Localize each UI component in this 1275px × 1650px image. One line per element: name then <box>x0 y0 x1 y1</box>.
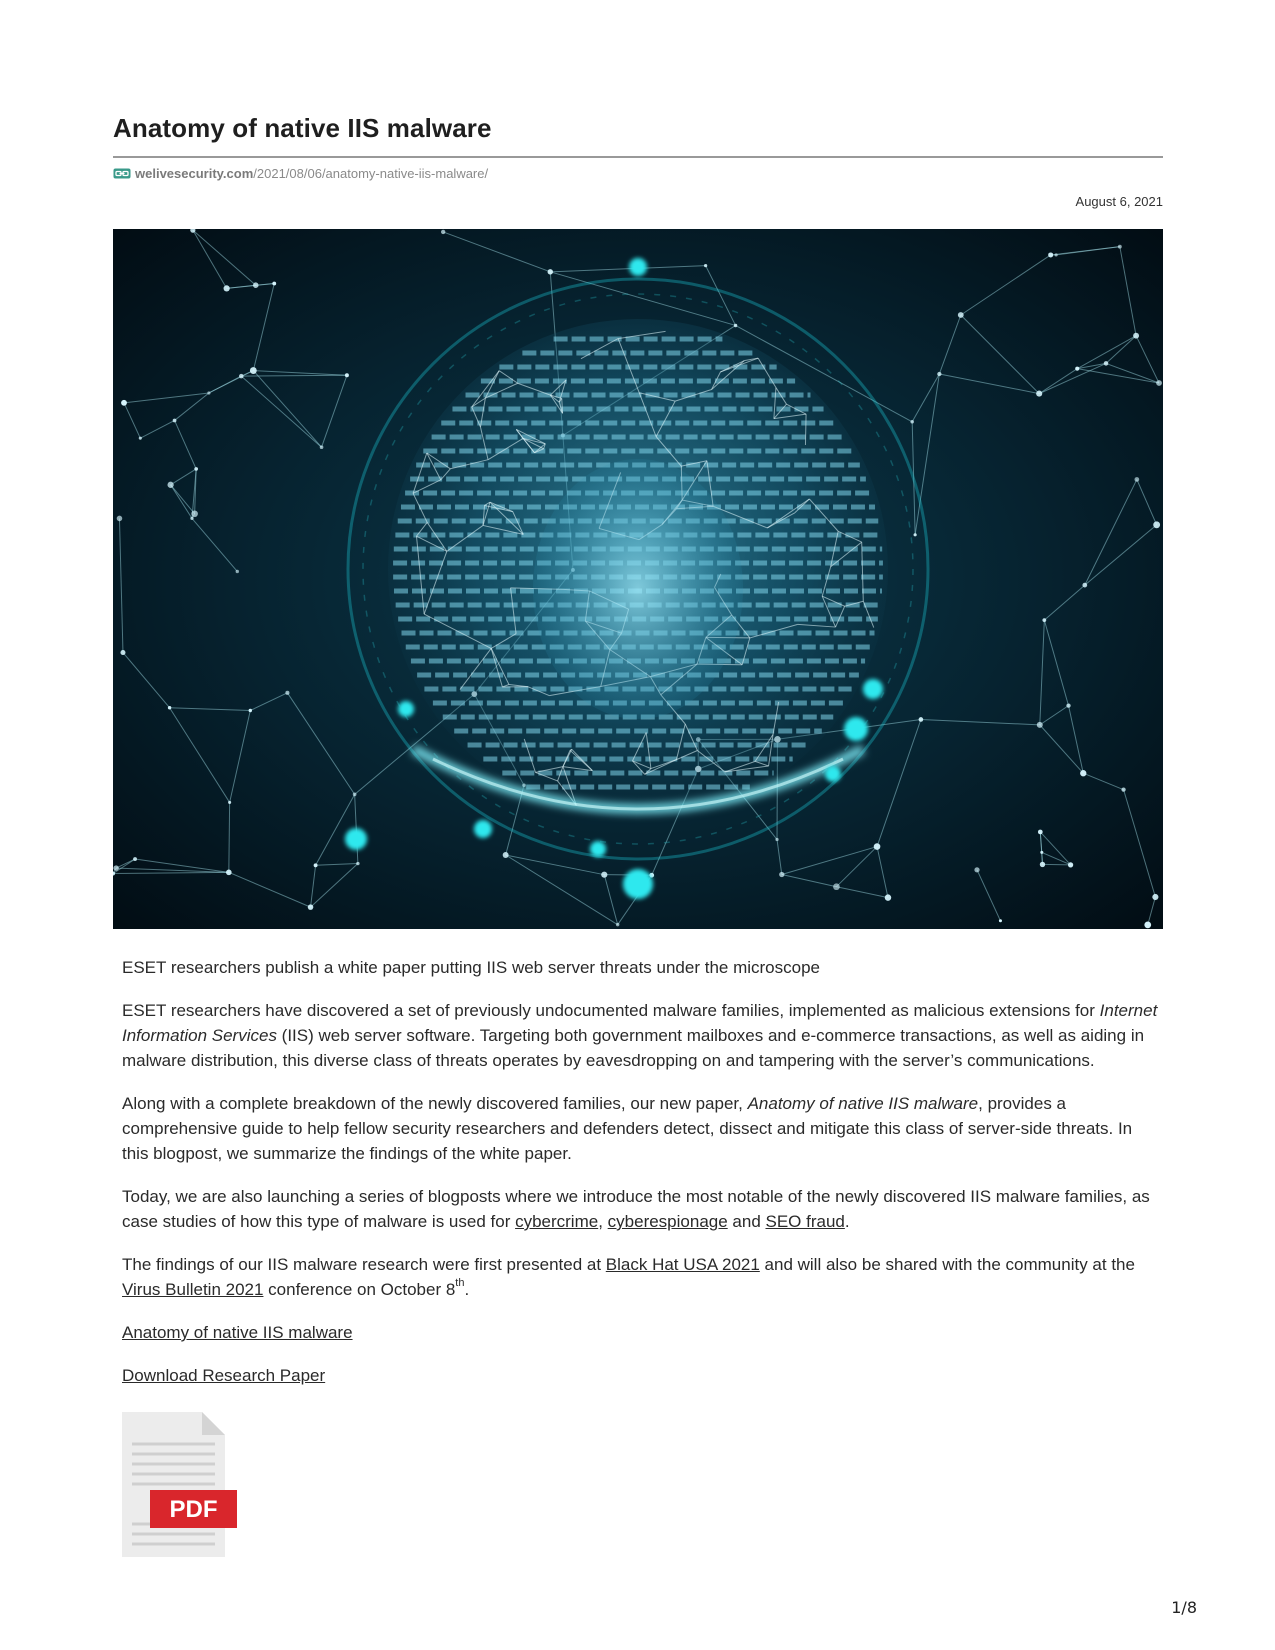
pdf-document-icon[interactable] <box>122 1412 237 1557</box>
link-virus-bulletin[interactable]: Virus Bulletin 2021 <box>122 1280 264 1299</box>
network-node <box>914 533 917 536</box>
article-body <box>122 955 1162 1406</box>
network-node <box>734 324 737 327</box>
mesh-line <box>805 414 806 445</box>
network-node <box>1055 253 1058 256</box>
network-node <box>1038 830 1043 835</box>
emphasis-iis: Internet Information Services <box>122 1001 1158 1045</box>
network-node <box>833 883 840 890</box>
network-node <box>272 282 276 286</box>
network-node <box>779 872 784 877</box>
network-node <box>1040 851 1043 854</box>
network-node <box>113 865 118 870</box>
network-node <box>353 793 357 797</box>
link-icon <box>113 168 131 179</box>
network-node <box>1121 788 1125 792</box>
article-title: Anatomy of native IIS malware <box>113 113 492 143</box>
network-node <box>1042 618 1046 622</box>
network-node <box>1048 252 1053 257</box>
pdf-label: PDF <box>169 1496 218 1523</box>
title-divider <box>113 156 1163 158</box>
link-cyberespionage[interactable]: cyberespionage <box>607 1212 728 1231</box>
glow-dot <box>474 820 492 838</box>
network-node <box>958 312 964 318</box>
network-node <box>919 717 924 722</box>
paragraph-series: Today, we are also launching a series of blogposts where we introduce the most notable of the newly discovered IIS malware families, as case studies of how this type of malware is used for cybercrime, cyberespionage and SEO fraud. <box>122 1187 1150 1231</box>
network-node <box>974 867 979 872</box>
glow-dot <box>629 258 647 276</box>
network-node <box>173 419 177 423</box>
network-node <box>1104 361 1109 366</box>
paragraph-findings: The findings of our IIS malware research were first presented at Black Hat USA 2021 and will also be shared with the community at the Virus Bulletin 2021 conference on October 8th. <box>122 1255 1135 1299</box>
network-node <box>226 870 232 876</box>
network-node <box>249 709 252 712</box>
publish-date: August 6, 2021 <box>1075 194 1163 209</box>
network-node <box>1156 380 1162 386</box>
network-node <box>117 516 123 522</box>
network-node <box>320 445 324 449</box>
network-node <box>120 650 125 655</box>
network-node <box>874 843 881 850</box>
network-node <box>616 923 619 926</box>
network-node <box>133 857 137 861</box>
network-node <box>1040 862 1045 867</box>
network-node <box>1144 922 1151 929</box>
network-node <box>224 285 230 291</box>
network-node <box>548 269 553 274</box>
link-black-hat[interactable]: Black Hat USA 2021 <box>605 1255 760 1274</box>
network-node <box>1036 391 1042 397</box>
network-node <box>1082 583 1087 588</box>
link-cybercrime[interactable]: cybercrime <box>515 1212 599 1231</box>
network-node <box>1118 245 1122 249</box>
network-node <box>1152 894 1158 900</box>
intro-paragraph: ESET researchers publish a white paper putting IIS web server threats under the microscope <box>122 958 820 977</box>
paragraph-discovery: ESET researchers have discovered a set of previously undocumented malware families, implemented as malicious extensions for Internet Information Services (IIS) web server software. Targeting both government mailboxes and e-commerce transactions, as well as aiding in malware distribution, this diverse class of threats operates by eavesdropping on and tampering with the server’s communications. <box>122 1001 1158 1070</box>
network-node <box>190 517 193 520</box>
emphasis-paper-title: Anatomy of native IIS malware <box>747 1094 979 1113</box>
page-number: 1/8 <box>1171 1598 1197 1617</box>
glow-dot <box>863 679 883 699</box>
network-node <box>441 230 445 234</box>
network-node <box>239 374 244 379</box>
network-node <box>236 570 239 573</box>
network-node <box>1066 703 1070 707</box>
network-node <box>910 420 914 424</box>
download-link-paragraph <box>122 1363 1162 1388</box>
network-node <box>167 482 173 488</box>
source-domain[interactable]: welivesecurity.com <box>135 166 254 181</box>
network-node <box>121 400 127 406</box>
network-node <box>1037 722 1043 728</box>
download-research-paper-link[interactable]: Download Research Paper <box>122 1366 326 1385</box>
network-node <box>885 894 891 900</box>
network-node <box>345 373 349 377</box>
network-node <box>194 467 198 471</box>
glow-dot <box>345 828 367 850</box>
network-node <box>207 391 210 394</box>
network-node <box>250 367 257 374</box>
network-node <box>191 510 198 517</box>
paragraph-paper: Along with a complete breakdown of the newly discovered families, our new paper, Anatomy of native IIS malware, provides a comprehensive guide to help fellow security researchers and defenders detect, dissect and mitigate this class of server-side threats. In this blogpost, we summarize the findings of the white paper. <box>122 1094 1133 1163</box>
network-node <box>503 852 509 858</box>
network-node <box>1080 770 1086 776</box>
network-globe-illustration <box>113 229 1163 929</box>
network-node <box>168 706 171 709</box>
network-node <box>253 282 259 288</box>
network-node <box>1153 521 1160 528</box>
glow-dot <box>590 841 606 857</box>
network-node <box>285 691 289 695</box>
network-node <box>601 872 607 878</box>
network-node <box>937 372 941 376</box>
network-node <box>356 862 359 865</box>
network-node <box>1068 862 1073 867</box>
glow-dot <box>844 717 868 741</box>
hero-image <box>113 229 1163 929</box>
network-node <box>228 801 231 804</box>
network-node <box>1134 477 1139 482</box>
link-anatomy-paper[interactable]: Anatomy of native IIS malware <box>122 1323 353 1342</box>
network-node <box>775 838 778 841</box>
network-node <box>1075 367 1079 371</box>
glow-dot <box>825 766 841 782</box>
source-path[interactable]: /2021/08/06/anatomy-native-iis-malware/ <box>253 166 489 181</box>
network-node <box>139 437 142 440</box>
glow-dot <box>623 869 653 899</box>
network-node <box>1133 333 1139 339</box>
network-node <box>308 904 314 910</box>
glow-dot <box>398 701 414 717</box>
paper-link-paragraph <box>122 1320 1162 1345</box>
source-url[interactable] <box>113 166 488 181</box>
network-node <box>999 919 1002 922</box>
link-seo-fraud[interactable]: SEO fraud <box>765 1212 845 1231</box>
network-node <box>704 264 707 267</box>
network-node <box>314 863 318 867</box>
